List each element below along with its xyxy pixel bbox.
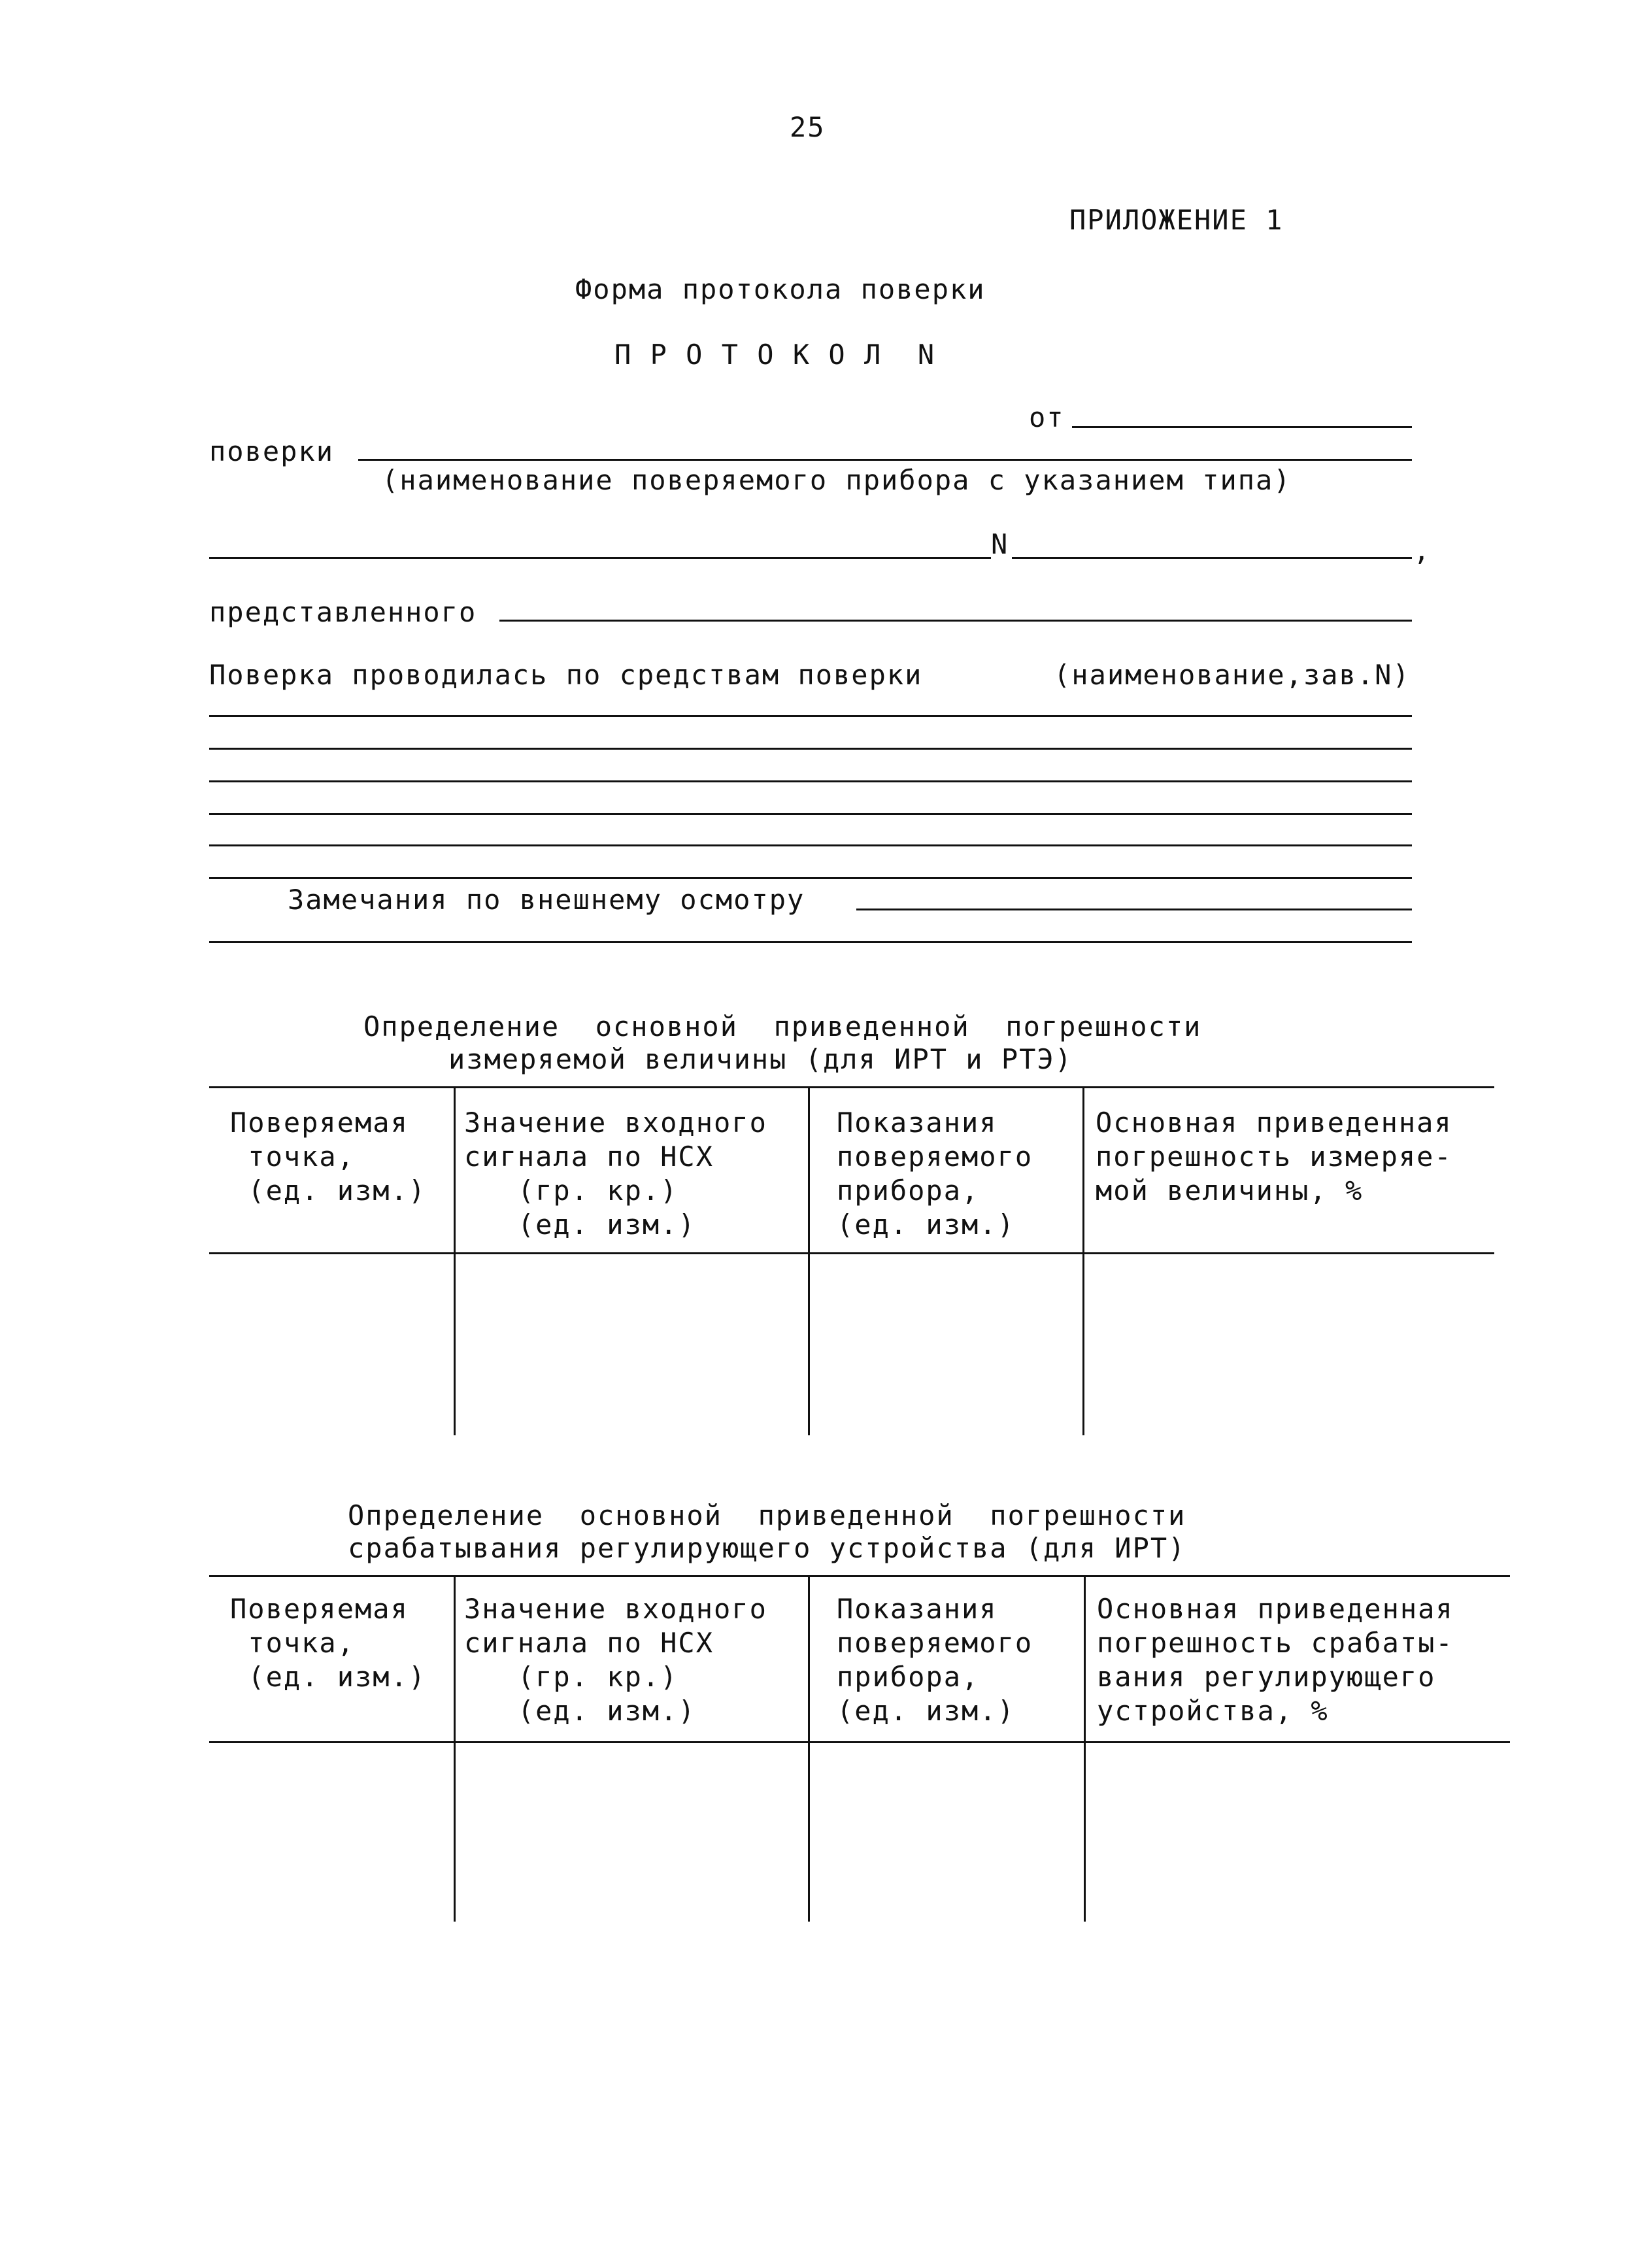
table2-h4-line2: погрешность срабаты- <box>1097 1627 1454 1659</box>
table2-h3-line1: Показания <box>837 1593 997 1625</box>
remarks-field[interactable] <box>856 909 1412 910</box>
table2-h2-line2: сигнала по НСХ <box>464 1627 714 1659</box>
table1-h2-line3: (гр. кр.) <box>464 1175 679 1207</box>
device-name-hint: (наименование поверяемого прибора с указанием типа) <box>382 464 1292 496</box>
table2-data-row[interactable] <box>210 1744 1507 1919</box>
table2-h2-line1: Значение входного <box>464 1593 767 1625</box>
number-label: N <box>991 528 1009 560</box>
means-line-3[interactable] <box>209 780 1412 782</box>
page-number: 25 <box>790 111 826 143</box>
table1-h1-line1: Поверяемая <box>230 1107 409 1139</box>
table1-h1-line2: точка, <box>230 1141 356 1173</box>
table1-h2-line2: сигнала по НСХ <box>464 1141 714 1173</box>
table2-h3-line4: (ед. изм.) <box>837 1695 1015 1727</box>
means-hint: (наименование,зав.N) <box>1054 659 1411 691</box>
table1-h4-line1: Основная приведенная <box>1096 1107 1452 1139</box>
appendix-label: ПРИЛОЖЕНИЕ 1 <box>1069 204 1284 236</box>
device-line-field[interactable] <box>209 557 991 559</box>
table1-h4-line2: погрешность измеряе- <box>1096 1141 1452 1173</box>
date-label: от <box>1029 401 1065 433</box>
means-line-2[interactable] <box>209 748 1412 750</box>
table2-h4-line4: устройства, % <box>1097 1695 1329 1727</box>
table2-top-border <box>209 1575 1510 1577</box>
table1-header-border <box>209 1252 1494 1254</box>
table1-h3-line1: Показания <box>837 1107 997 1139</box>
remarks-label: Замечания по внешнему осмотру <box>288 884 805 916</box>
verification-label: поверки <box>209 435 335 467</box>
table2-h2-line3: (гр. кр.) <box>464 1661 679 1693</box>
number-comma: , <box>1413 535 1432 567</box>
table1-h1-line3: (ед. изм.) <box>230 1175 427 1207</box>
means-label: Поверка проводилась по средствам поверки <box>209 659 923 691</box>
means-line-4[interactable] <box>209 813 1412 815</box>
table1-h3-line4: (ед. изм.) <box>837 1209 1015 1241</box>
table2-h3-line3: прибора, <box>837 1661 980 1693</box>
table2-h1-line1: Поверяемая <box>230 1593 409 1625</box>
date-field[interactable] <box>1072 426 1412 428</box>
table2-caption-line2: срабатывания регулирующего устройства (для ИРТ) <box>348 1532 1186 1564</box>
table1-data-row[interactable] <box>210 1255 1492 1433</box>
table1-caption-line1: Определение основной приведенной погрешности <box>363 1010 1202 1042</box>
means-line-1[interactable] <box>209 715 1412 717</box>
presented-label: представленного <box>209 596 477 628</box>
table2-h4-line1: Основная приведенная <box>1097 1593 1454 1625</box>
presented-field[interactable] <box>499 620 1412 622</box>
table2-h4-line3: вания регулирующего <box>1097 1661 1436 1693</box>
table2-h1-line2: точка, <box>230 1627 356 1659</box>
table2-h2-line4: (ед. изм.) <box>464 1695 696 1727</box>
table1-h2-line4: (ед. изм.) <box>464 1209 696 1241</box>
means-line-6[interactable] <box>209 877 1412 879</box>
table1-h2-line1: Значение входного <box>464 1107 767 1139</box>
table1-h3-line3: прибора, <box>837 1175 980 1207</box>
serial-number-field[interactable] <box>1012 557 1412 559</box>
table2-h3-line2: поверяемого <box>837 1627 1033 1659</box>
table1-top-border <box>209 1086 1494 1088</box>
remarks-line-2[interactable] <box>209 941 1412 943</box>
table2-h1-line3: (ед. изм.) <box>230 1661 427 1693</box>
table1-caption-line2: измеряемой величины (для ИРТ и РТЭ) <box>448 1043 1073 1075</box>
table1-h3-line2: поверяемого <box>837 1141 1033 1173</box>
form-title: Форма протокола поверки <box>575 273 986 305</box>
table2-caption-line1: Определение основной приведенной погрешности <box>348 1499 1186 1531</box>
device-name-field[interactable] <box>358 459 1412 461</box>
table2-header-border <box>209 1741 1510 1743</box>
table1-h4-line3: мой величины, % <box>1096 1175 1364 1207</box>
means-line-5[interactable] <box>209 844 1412 846</box>
protocol-title: П Р О Т О К О Л N <box>614 339 936 371</box>
